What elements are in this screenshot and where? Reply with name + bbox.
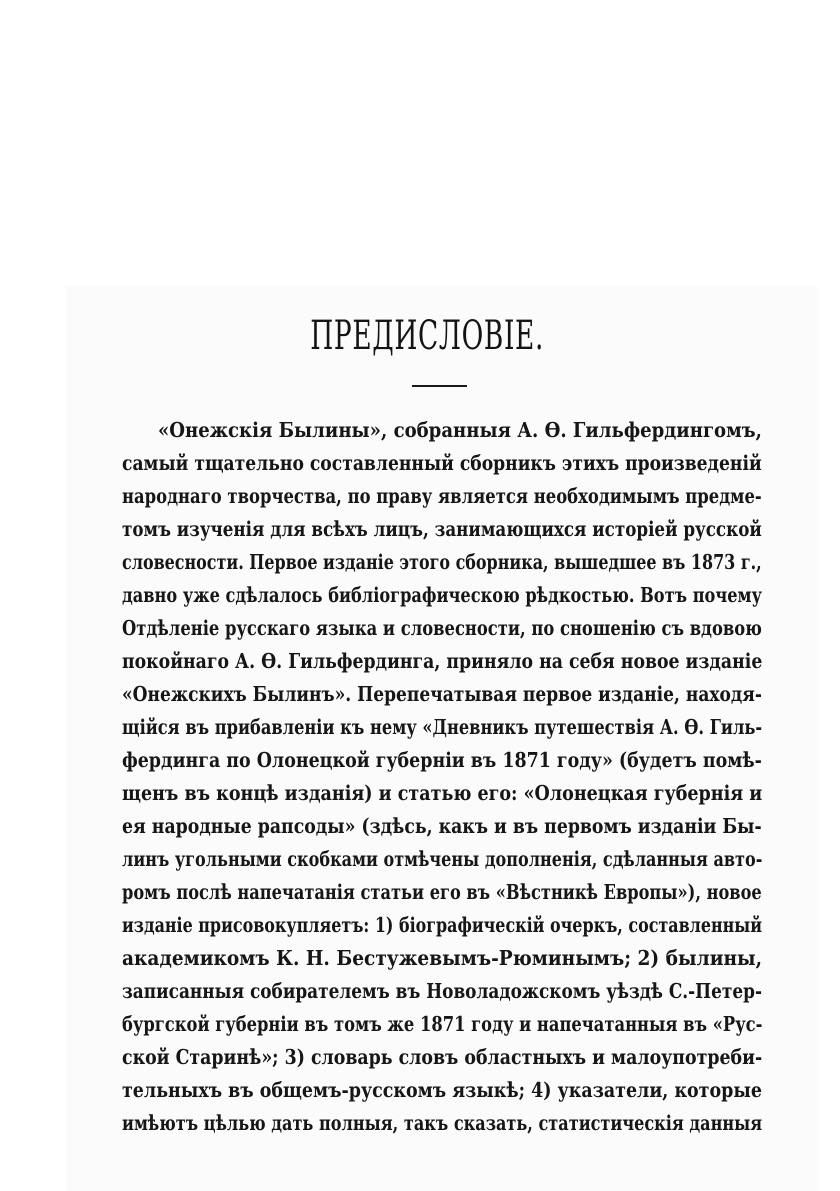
text-line: линъ угольными скобками отмѣчены дополненія, сдѣланныя авто- — [122, 847, 763, 871]
text-line: академикомъ К. Н. Бестужевымъ-Рюминымъ; 2) былины, — [122, 946, 763, 970]
text-line: народнаго творчества, по праву является необходимымъ предме- — [122, 484, 762, 508]
text-line: ромъ послѣ напечатанія статьи его въ «Вѣстникѣ Европы»), новое — [122, 880, 762, 904]
text-line: «Онежскихъ Былинъ». Перепечатывая первое изданіе, находя- — [122, 682, 762, 706]
text-line: томъ изученія для всѣхъ лицъ, занимающихся исторіей русской — [122, 517, 762, 541]
text-line: давно уже сдѣлалось библіографическою рѣдкостью. Вотъ почему — [122, 583, 762, 607]
text-line: щенъ въ концѣ изданія) и статью его: «Олонецкая губернія и — [122, 781, 763, 805]
text-line: записанныя собирателемъ въ Новоладожскомъ уѣздѣ С.-Петер- — [122, 979, 762, 1003]
text-line: ея народные рапсоды» (здѣсь, какъ и въ первомъ изданіи Бы- — [122, 814, 762, 838]
page-title: ПРЕДИСЛОВІЕ. — [310, 313, 545, 359]
text-line: имѣютъ цѣлью дать полныя, такъ сказать, статистическія данныя — [122, 1111, 763, 1135]
text-line: ской Старинѣ»; 3) словарь словъ областныхъ и малоупотреби- — [122, 1045, 763, 1069]
text-line: Отдѣленіе русскаго языка и словесности, по сношенію съ вдовою — [122, 616, 762, 640]
text-line: покойнаго А. Ѳ. Гильфердинга, приняло на себя новое изданіе — [122, 649, 763, 673]
text-line: фердинга по Олонецкой губерніи въ 1871 году» (будетъ помѣ- — [122, 748, 762, 772]
text-line: щійся въ прибавленіи къ нему «Дневникъ путешествія А. Ѳ. Гиль- — [122, 715, 763, 739]
text-line: словесности. Первое изданіе этого сборника, вышедшее въ 1873 г., — [122, 550, 762, 574]
title-divider — [412, 385, 467, 387]
preface-paragraph — [122, 414, 762, 1140]
text-line: бургской губерніи въ томъ же 1871 году и напечатанныя въ «Рус- — [122, 1012, 763, 1036]
text-line: «Онежскія Былины», собранныя А. Ѳ. Гильфердингомъ, — [158, 418, 762, 442]
text-line: тельныхъ въ общемъ-русскомъ языкѣ; 4) указатели, которые — [122, 1078, 762, 1102]
text-line: самый тщательно составленный сборникъ этихъ произведеній — [122, 451, 762, 475]
text-line: изданіе присовокупляетъ: 1) біографическій очеркъ, составленный — [122, 913, 763, 937]
